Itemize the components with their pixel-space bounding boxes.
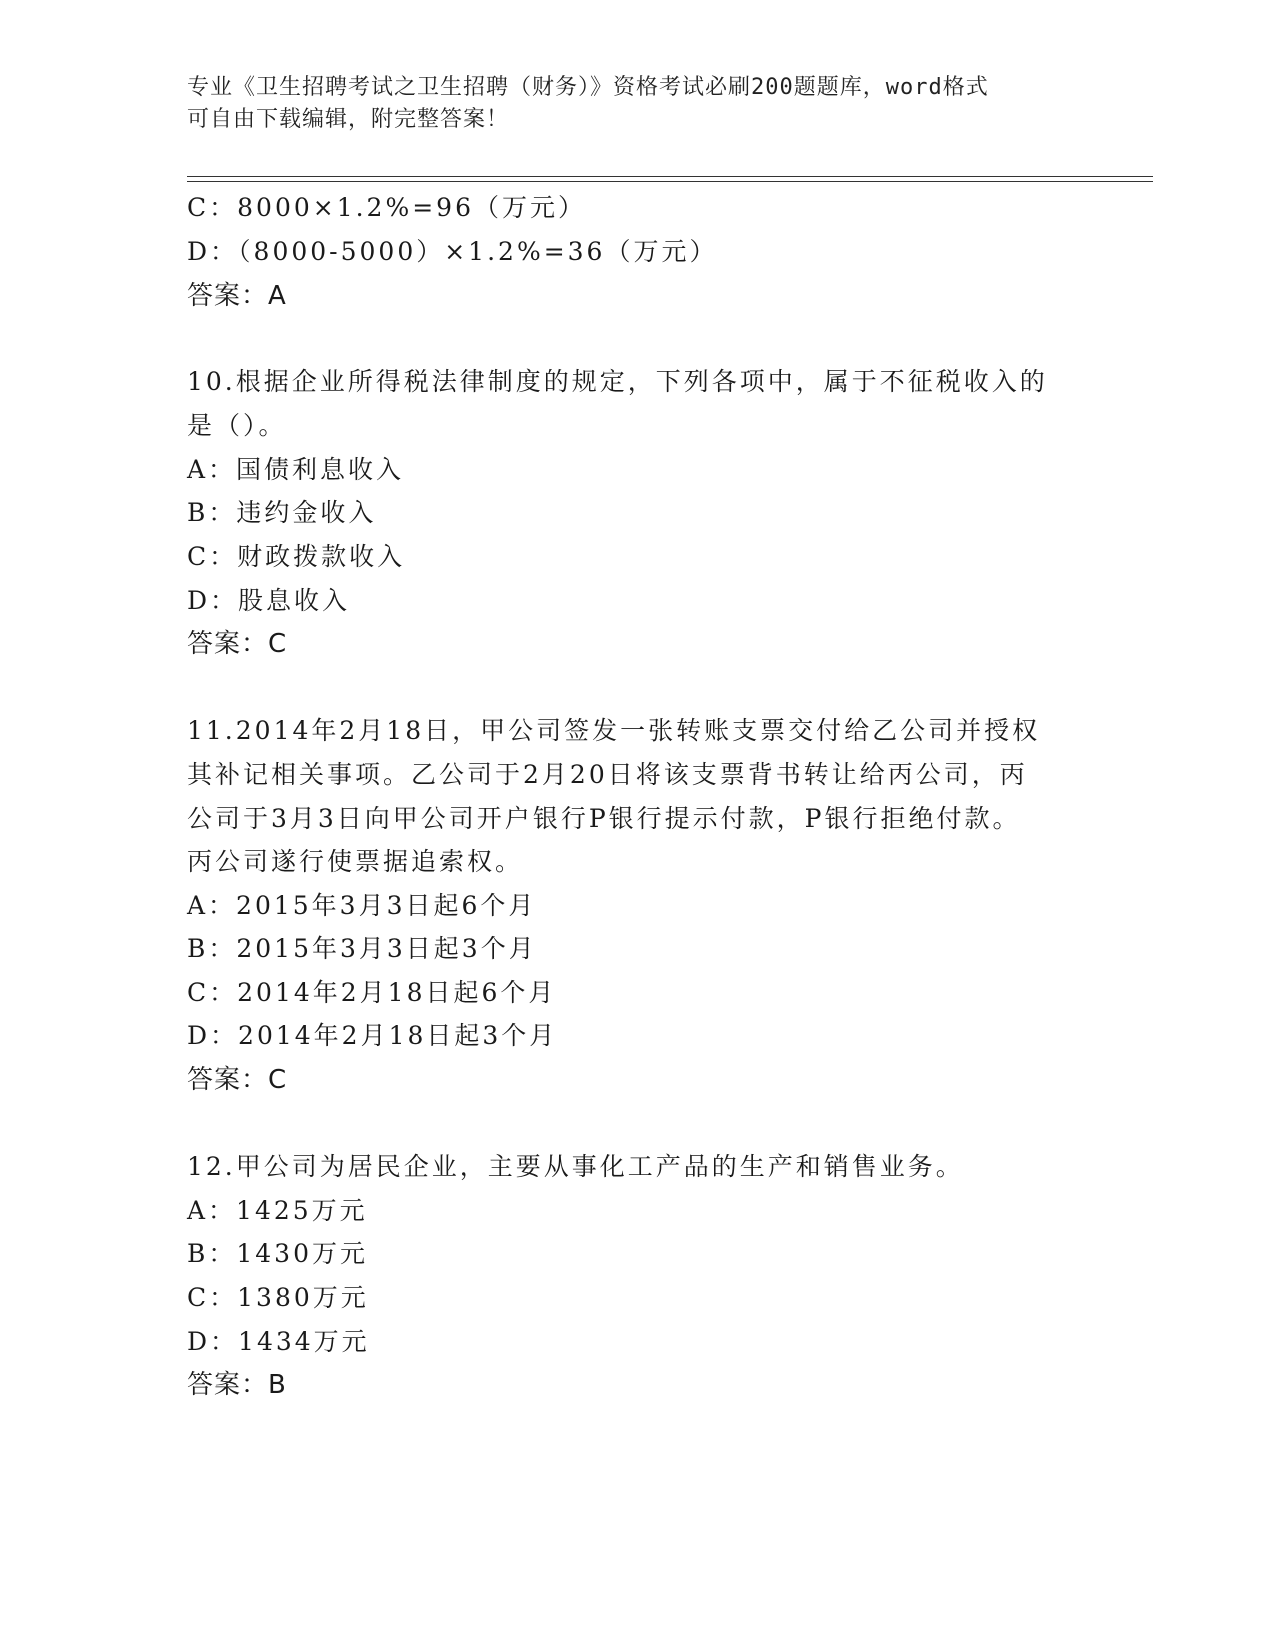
q11-answer: 答案：C [187, 1065, 288, 1095]
q12-option-c: C：1380万元 [187, 1283, 369, 1312]
q12-option-a: A：1425万元 [187, 1196, 368, 1225]
document-header [187, 72, 1087, 136]
q12-option-d: D：1434万元 [187, 1327, 370, 1356]
q10-option-b: B：违约金收入 [187, 498, 377, 527]
q11-stem-line-2: 其补记相关事项。乙公司于2月20日将该支票背书转让给丙公司，丙 [187, 760, 1028, 789]
q12-stem-line-1: 12.甲公司为居民企业，主要从事化工产品的生产和销售业务。 [187, 1152, 964, 1181]
q9-option-c: C：8000×1.2%=96（万元） [187, 193, 586, 222]
header-divider-bottom [187, 181, 1153, 182]
q10-answer: 答案：C [187, 629, 288, 659]
q11-stem-line-3: 公司于3月3日向甲公司开户银行P银行提示付款，P银行拒绝付款。 [187, 804, 1021, 833]
q10-option-a: A：国债利息收入 [187, 455, 405, 484]
q11-option-b: B：2015年3月3日起3个月 [187, 934, 537, 963]
q11-option-d: D：2014年2月18日起3个月 [187, 1021, 558, 1050]
header-divider-top [187, 176, 1153, 177]
q11-stem-line-4: 丙公司遂行使票据追索权。 [187, 847, 524, 876]
q12-option-b: B：1430万元 [187, 1239, 368, 1268]
header-line-1: 专业《卫生招聘考试之卫生招聘（财务）》资格考试必刷200题题库，word格式 [187, 75, 989, 100]
q10-option-d: D：股息收入 [187, 586, 351, 615]
q9-answer: 答案：A [187, 281, 287, 311]
q11-option-c: C：2014年2月18日起6个月 [187, 978, 557, 1007]
q10-option-c: C：财政拨款收入 [187, 542, 406, 571]
q11-stem-line-1: 11.2014年2月18日，甲公司签发一张转账支票交付给乙公司并授权 [187, 716, 1041, 745]
q10-stem-line-1: 10.根据企业所得税法律制度的规定，下列各项中，属于不征税收入的 [187, 367, 1048, 396]
q12-answer: 答案：B [187, 1370, 287, 1400]
q9-option-d: D：（8000-5000）×1.2%=36（万元） [187, 237, 718, 266]
q11-option-a: A：2015年3月3日起6个月 [187, 891, 537, 920]
header-line-2: 可自由下载编辑，附完整答案！ [187, 107, 510, 132]
q10-stem-line-2: 是（）。 [187, 411, 287, 440]
